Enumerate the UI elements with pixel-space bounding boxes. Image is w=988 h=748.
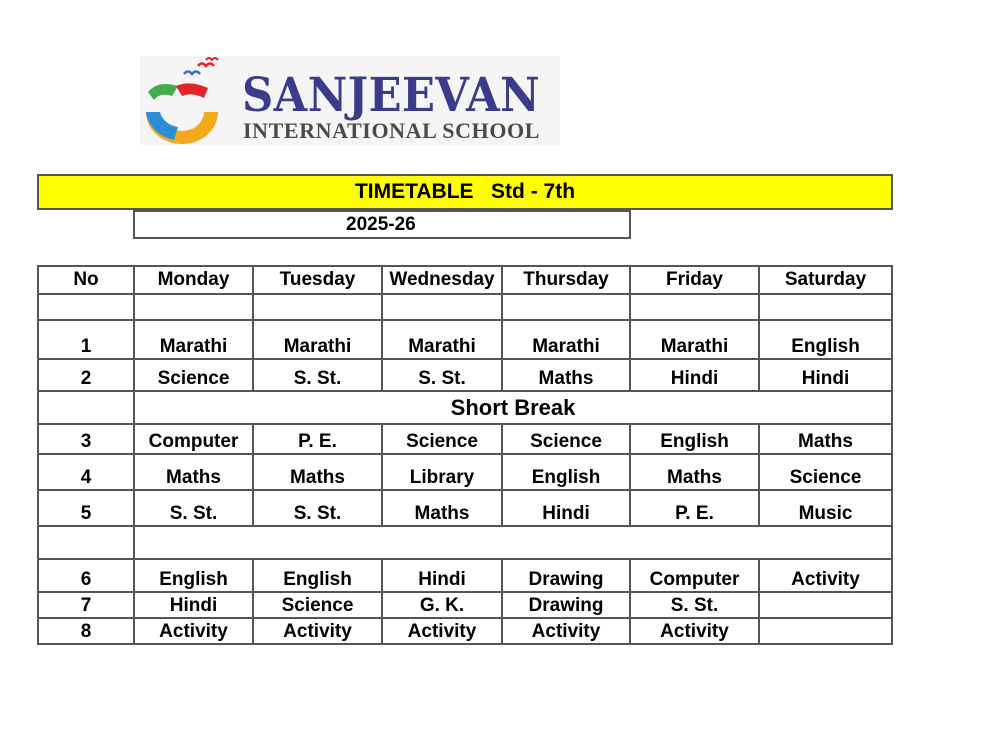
subject-cell xyxy=(759,618,892,644)
subject-cell xyxy=(759,592,892,618)
school-subtitle: INTERNATIONAL SCHOOL xyxy=(243,118,541,143)
subject-cell: Maths xyxy=(630,454,759,490)
col-header-no: No xyxy=(38,266,134,294)
subject-cell: Drawing xyxy=(502,559,630,592)
subject-cell: S. St. xyxy=(630,592,759,618)
period-row-1 xyxy=(38,320,892,359)
subject-cell: Hindi xyxy=(502,490,630,526)
empty-cell xyxy=(502,294,630,320)
col-header-saturday: Saturday xyxy=(759,266,892,294)
short-break-row xyxy=(38,391,892,424)
subject-cell: Activity xyxy=(134,618,253,644)
subject-cell: Computer xyxy=(134,424,253,454)
subject-cell: Science xyxy=(382,424,502,454)
subject-cell: Library xyxy=(382,454,502,490)
period-number: 3 xyxy=(38,424,134,454)
subject-cell: S. St. xyxy=(253,359,382,391)
subject-cell: Science xyxy=(134,359,253,391)
subject-cell: Science xyxy=(759,454,892,490)
subject-cell: English xyxy=(759,320,892,359)
period-number: 1 xyxy=(38,320,134,359)
school-name: SANJEEVAN xyxy=(242,68,541,123)
subject-cell: S. St. xyxy=(382,359,502,391)
subject-cell: G. K. xyxy=(382,592,502,618)
subject-cell: P. E. xyxy=(630,490,759,526)
period-number: 8 xyxy=(38,618,134,644)
subject-cell: Marathi xyxy=(134,320,253,359)
subject-cell: Activity xyxy=(382,618,502,644)
subject-cell: S. St. xyxy=(134,490,253,526)
subject-cell: Science xyxy=(253,592,382,618)
subject-cell: Maths xyxy=(382,490,502,526)
subject-cell: Computer xyxy=(630,559,759,592)
period-row-3 xyxy=(38,424,892,454)
subject-cell: Marathi xyxy=(382,320,502,359)
gap-row xyxy=(38,526,892,559)
empty-cell xyxy=(134,526,892,559)
academic-year: 2025-26 xyxy=(346,214,416,235)
period-number: 6 xyxy=(38,559,134,592)
subject-cell: English xyxy=(502,454,630,490)
subject-cell: Activity xyxy=(759,559,892,592)
header-row xyxy=(38,266,892,294)
period-row-4 xyxy=(38,454,892,490)
school-emblem-icon xyxy=(140,56,240,145)
period-row-7 xyxy=(38,592,892,618)
empty-cell xyxy=(630,294,759,320)
subject-cell: Marathi xyxy=(630,320,759,359)
period-number: 7 xyxy=(38,592,134,618)
empty-cell xyxy=(38,391,134,424)
period-number: 5 xyxy=(38,490,134,526)
academic-year-box xyxy=(133,210,631,239)
empty-cell xyxy=(38,294,134,320)
col-header-thursday: Thursday xyxy=(502,266,630,294)
short-break-label: Short Break xyxy=(134,391,892,424)
timetable-title: TIMETABLE Std - 7th xyxy=(37,174,893,210)
subject-cell: English xyxy=(253,559,382,592)
subject-cell: Maths xyxy=(502,359,630,391)
timetable-grid xyxy=(37,265,893,645)
subject-cell: Hindi xyxy=(382,559,502,592)
col-header-wednesday: Wednesday xyxy=(382,266,502,294)
subject-cell: Marathi xyxy=(253,320,382,359)
period-row-8 xyxy=(38,618,892,644)
empty-cell xyxy=(759,294,892,320)
subject-cell: Maths xyxy=(759,424,892,454)
empty-cell xyxy=(382,294,502,320)
subject-cell: Music xyxy=(759,490,892,526)
subject-cell: S. St. xyxy=(253,490,382,526)
subject-cell: Drawing xyxy=(502,592,630,618)
subject-cell: Hindi xyxy=(134,592,253,618)
col-header-monday: Monday xyxy=(134,266,253,294)
subject-cell: Maths xyxy=(253,454,382,490)
subject-cell: P. E. xyxy=(253,424,382,454)
empty-cell xyxy=(253,294,382,320)
period-number: 2 xyxy=(38,359,134,391)
period-row-6 xyxy=(38,559,892,592)
empty-cell xyxy=(38,526,134,559)
empty-cell xyxy=(134,294,253,320)
blank-row xyxy=(38,294,892,320)
col-header-tuesday: Tuesday xyxy=(253,266,382,294)
subject-cell: Activity xyxy=(502,618,630,644)
school-logo xyxy=(140,56,560,145)
period-number: 4 xyxy=(38,454,134,490)
subject-cell: Marathi xyxy=(502,320,630,359)
subject-cell: Activity xyxy=(253,618,382,644)
subject-cell: Science xyxy=(502,424,630,454)
period-row-2 xyxy=(38,359,892,391)
subject-cell: English xyxy=(134,559,253,592)
subject-cell: Hindi xyxy=(630,359,759,391)
col-header-friday: Friday xyxy=(630,266,759,294)
period-row-5 xyxy=(38,490,892,526)
subject-cell: English xyxy=(630,424,759,454)
subject-cell: Activity xyxy=(630,618,759,644)
subject-cell: Maths xyxy=(134,454,253,490)
subject-cell: Hindi xyxy=(759,359,892,391)
